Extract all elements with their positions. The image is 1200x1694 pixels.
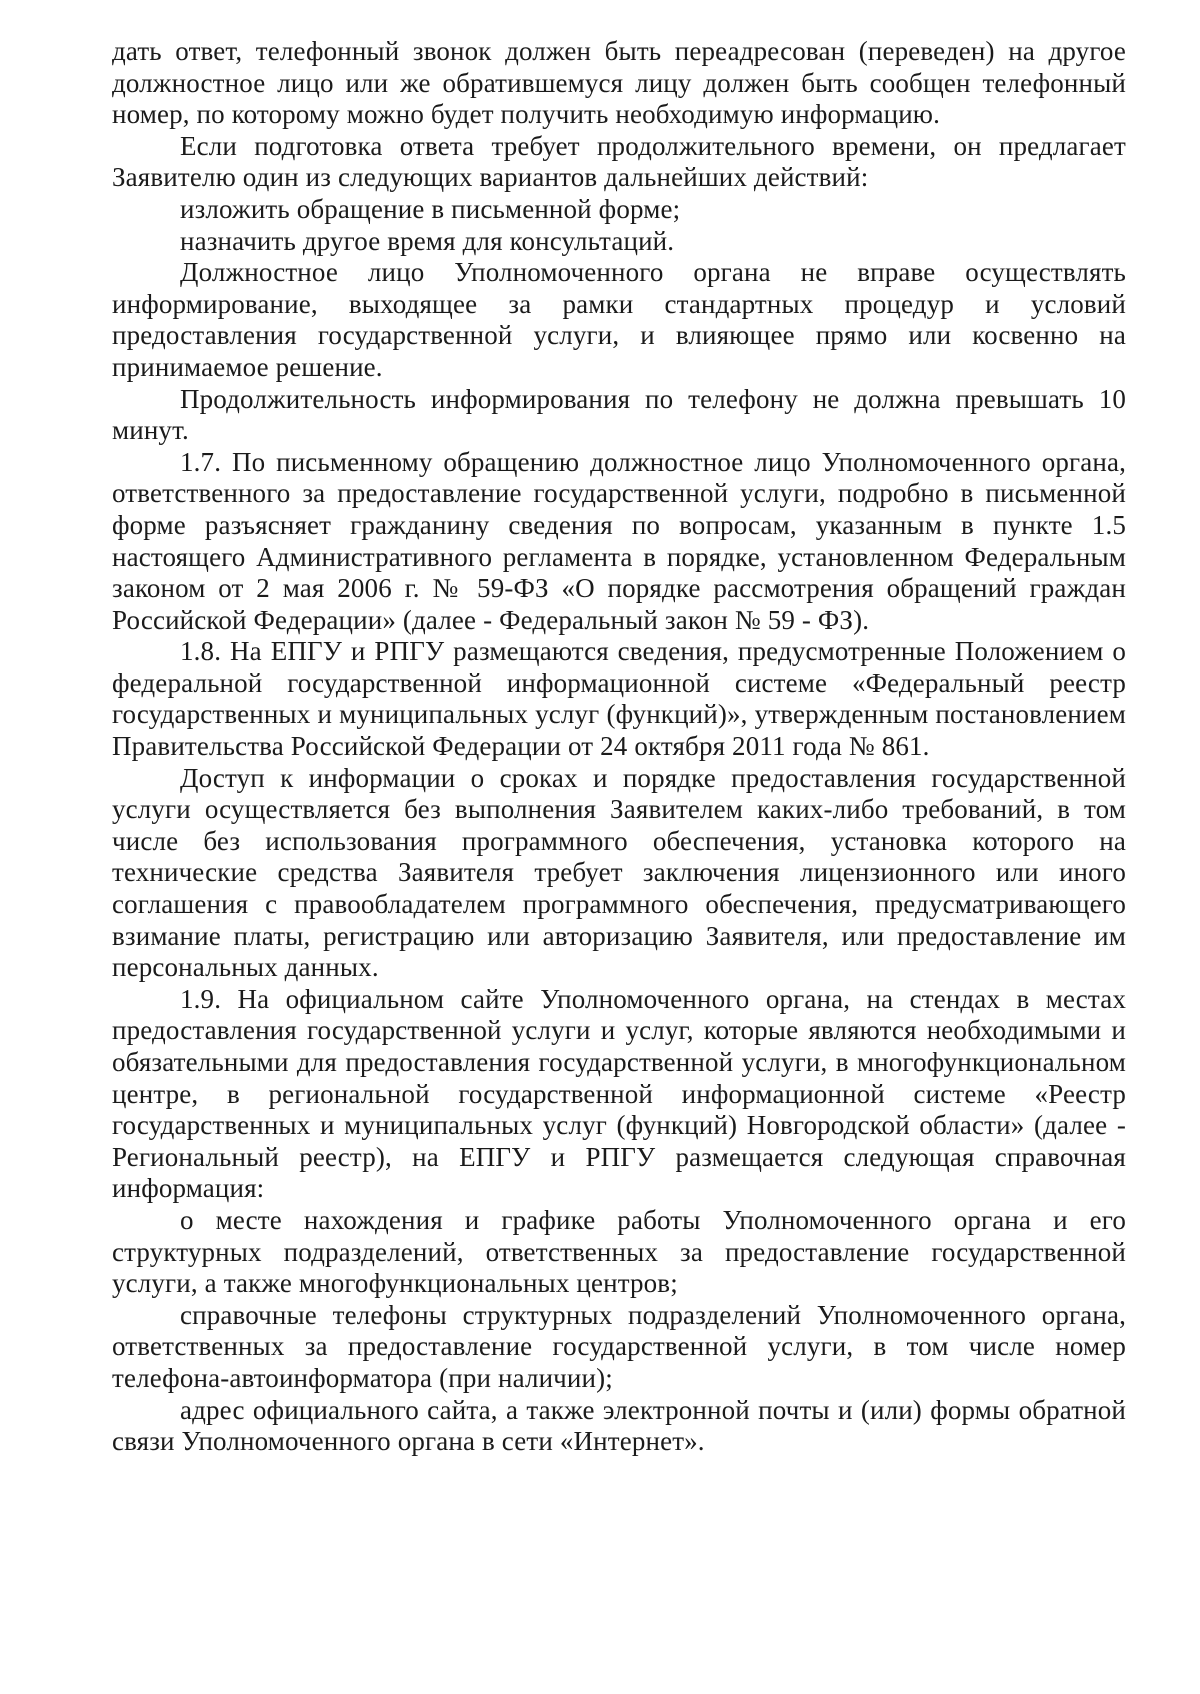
list-item-written-form: изложить обращение в письменной форме; <box>180 193 681 224</box>
paragraph-continuation: дать ответ, телефонный звонок должен быть переадресован (переведен) на другое должностное лицо или же обратившемуся лицу должен быть сообщен телефонный номер, по которому можно будет получить необходимую информацию. <box>112 36 1126 130</box>
list-item-location-schedule: о месте нахождения и графике работы Уполномоченного органа и его структурных подразделений, ответственных за предоставление государственной услуги, а также многофункциональных центров; <box>112 1204 1126 1299</box>
paragraph-access-info: Доступ к информации о сроках и порядке предоставления государственной услуги осуществляется без выполнения Заявителем каких-либо требований, в том числе без использования программного обеспечения, установка которого на технические средства Заявителя требует заключения лицензионного или иного соглашения с правообладателем программного обеспечения, предусматривающего взимание платы, регистрацию или авторизацию Заявителя, или предоставление им персональных данных. <box>112 762 1126 983</box>
paragraph-official-restriction: Должностное лицо Уполномоченного органа не вправе осуществлять информирование, выходящее за рамки стандартных процедур и условий предоставления государственной услуги, и влияющее прямо или косвенно на принимаемое решение. <box>112 257 1126 382</box>
paragraph-phone-duration: Продолжительность информирования по телефону не должна превышать 10 минут. <box>112 383 1126 446</box>
paragraph-1-8: 1.8. На ЕПГУ и РПГУ размещаются сведения, предусмотренные Положением о федеральной государственной информационной системе «Федеральный реестр государственных и муниципальных услуг (функций)», утвержденным постановлением Правительства Российской Федерации от 24 октября 2011 года № 861. <box>112 636 1126 762</box>
list-item-reference-phones: справочные телефоны структурных подразделений Уполномоченного органа, ответственных за предоставление государственной услуги, в том числе номер телефона-автоинформатора (при наличии); <box>112 1299 1126 1393</box>
document-body <box>112 36 1126 1458</box>
list-item-website-address: адрес официального сайта, а также электронной почты и (или) формы обратной связи Уполномоченного органа в сети «Интернет». <box>112 1394 1126 1457</box>
paragraph-long-preparation: Если подготовка ответа требует продолжительного времени, он предлагает Заявителю один из следующих вариантов дальнейших действий: <box>112 130 1126 193</box>
paragraph-1-9: 1.9. На официальном сайте Уполномоченного органа, на стендах в местах предоставления государственной услуги и услуг, которые являются необходимыми и обязательными для предоставления государственной услуги, в многофункциональном центре, в региональной государственной информационной системе «Реестр государственных и муниципальных услуг (функций) Новгородской области» (далее - Региональный реестр), на ЕПГУ и РПГУ размещается следующая справочная информация: <box>112 983 1126 1204</box>
list-item-another-time: назначить другое время для консультаций. <box>180 225 675 256</box>
paragraph-1-7: 1.7. По письменному обращению должностное лицо Уполномоченного органа, ответственного за предоставление государственной услуги, подробно в письменной форме разъясняет гражданину сведения по вопросам, указанным в пункте 1.5 настоящего Административного регламента в порядке, установленном Федеральным законом от 2 мая 2006 г. № 59-ФЗ «О порядке рассмотрения обращений граждан Российской Федерации» (далее - Федеральный закон № 59 - ФЗ). <box>112 446 1126 635</box>
